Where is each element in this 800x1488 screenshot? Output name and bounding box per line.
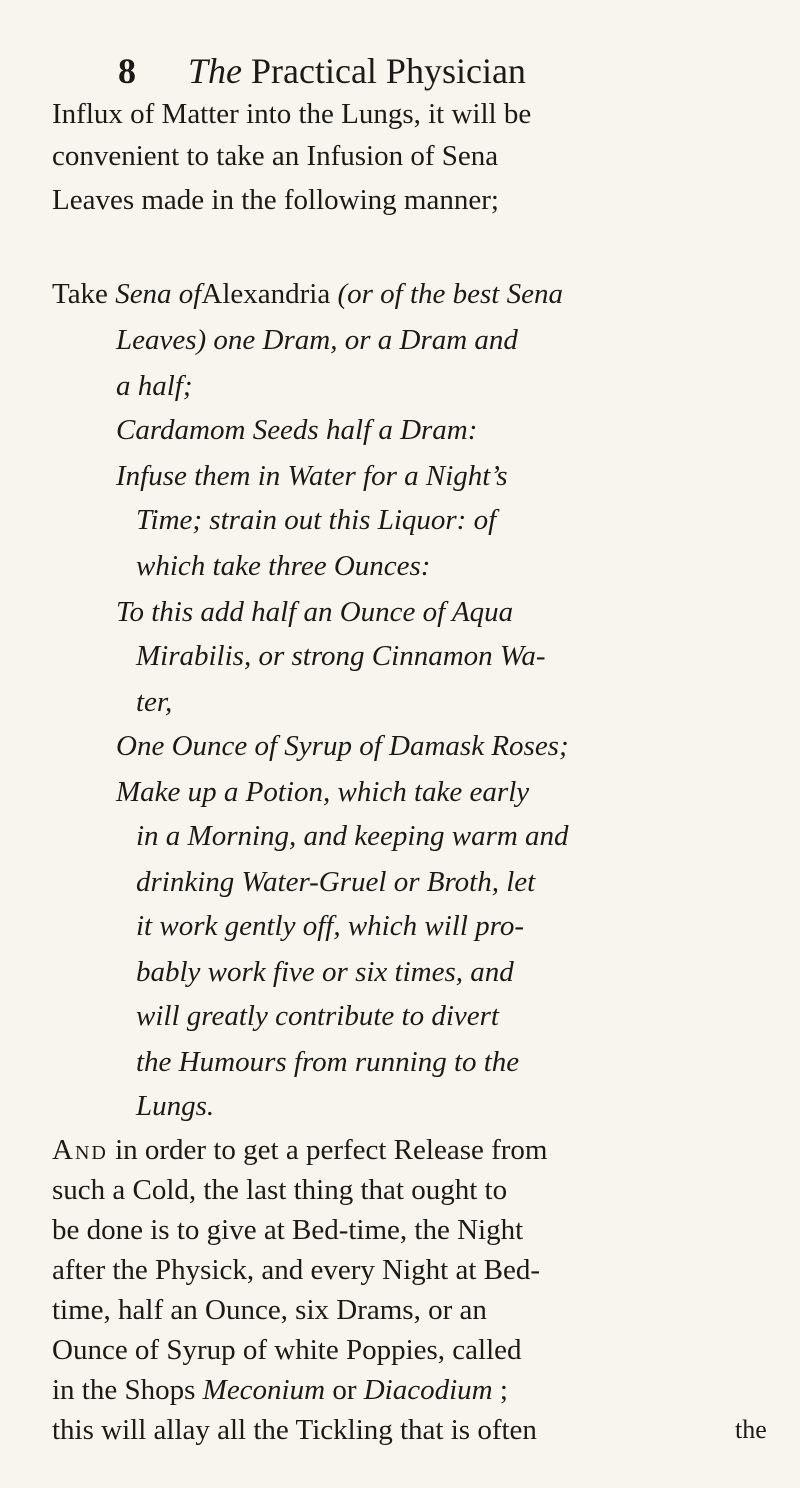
recipe-line: will greatly contribute to divert — [136, 1000, 499, 1032]
recipe-line: Make up a Potion, which take early — [116, 776, 530, 808]
header-title: Practical Physician — [251, 51, 526, 91]
body-line: Leaves made in the following manner; — [52, 184, 499, 216]
body-line: this will allay all the Tickling that is often — [52, 1414, 537, 1446]
recipe-alexandria: Alexandria — [201, 278, 331, 310]
body-line: such a Cold, the last thing that ought to — [52, 1174, 508, 1206]
recipe-line: Time; strain out this Liquor: of — [136, 504, 497, 536]
recipe-line: in a Morning, and keeping warm and — [136, 820, 569, 852]
catchword: the — [735, 1415, 767, 1444]
recipe-take: Take — [52, 278, 116, 310]
recipe-line: the Humours from running to the — [136, 1046, 520, 1078]
recipe-line: which take three Ounces: — [136, 550, 431, 582]
recipe-line: Mirabilis, or strong Cinnamon Wa- — [136, 640, 546, 672]
running-header — [118, 46, 678, 96]
recipe-line: One Ounce of Syrup of Damask Roses; — [116, 730, 569, 762]
recipe-line: Cardamom Seeds half a Dram: — [116, 414, 478, 446]
recipe-line: a half; — [116, 370, 193, 402]
body-line: time, half an Ounce, six Drams, or an — [52, 1294, 487, 1326]
body-line: in the Shops Meconium or Diacodium ; — [52, 1374, 508, 1406]
body-line: convenient to take an Infusion of Sena — [52, 140, 499, 172]
recipe-line — [52, 274, 563, 314]
body-line: Ounce of Syrup of white Poppies, called — [52, 1334, 522, 1366]
body-line: And in order to get a perfect Release from — [52, 1134, 548, 1166]
body-line: Influx of Matter into the Lungs, it will be — [52, 98, 532, 130]
page-number: 8 — [118, 51, 136, 91]
recipe-line: ter, — [136, 686, 173, 718]
body-line: be done is to give at Bed-time, the Night — [52, 1214, 524, 1246]
body-line: after the Physick, and every Night at Bed- — [52, 1254, 541, 1286]
recipe-line: drinking Water-Gruel or Broth, let — [136, 866, 536, 898]
header-title-italic: The — [188, 51, 242, 91]
recipe-line-rest: (or of the best Sena — [330, 278, 563, 310]
recipe-line: Lungs. — [136, 1090, 215, 1122]
recipe-sena: Sena of — [115, 278, 202, 310]
recipe-line: Infuse them in Water for a Night’s — [116, 460, 508, 492]
para-initial-word: And — [52, 1134, 108, 1166]
recipe-line: it work gently off, which will pro- — [136, 910, 524, 942]
recipe-line: Leaves) one Dram, or a Dram and — [116, 324, 518, 356]
recipe-line: To this add half an Ounce of Aqua — [116, 596, 514, 628]
recipe-line: bably work five or six times, and — [136, 956, 514, 988]
